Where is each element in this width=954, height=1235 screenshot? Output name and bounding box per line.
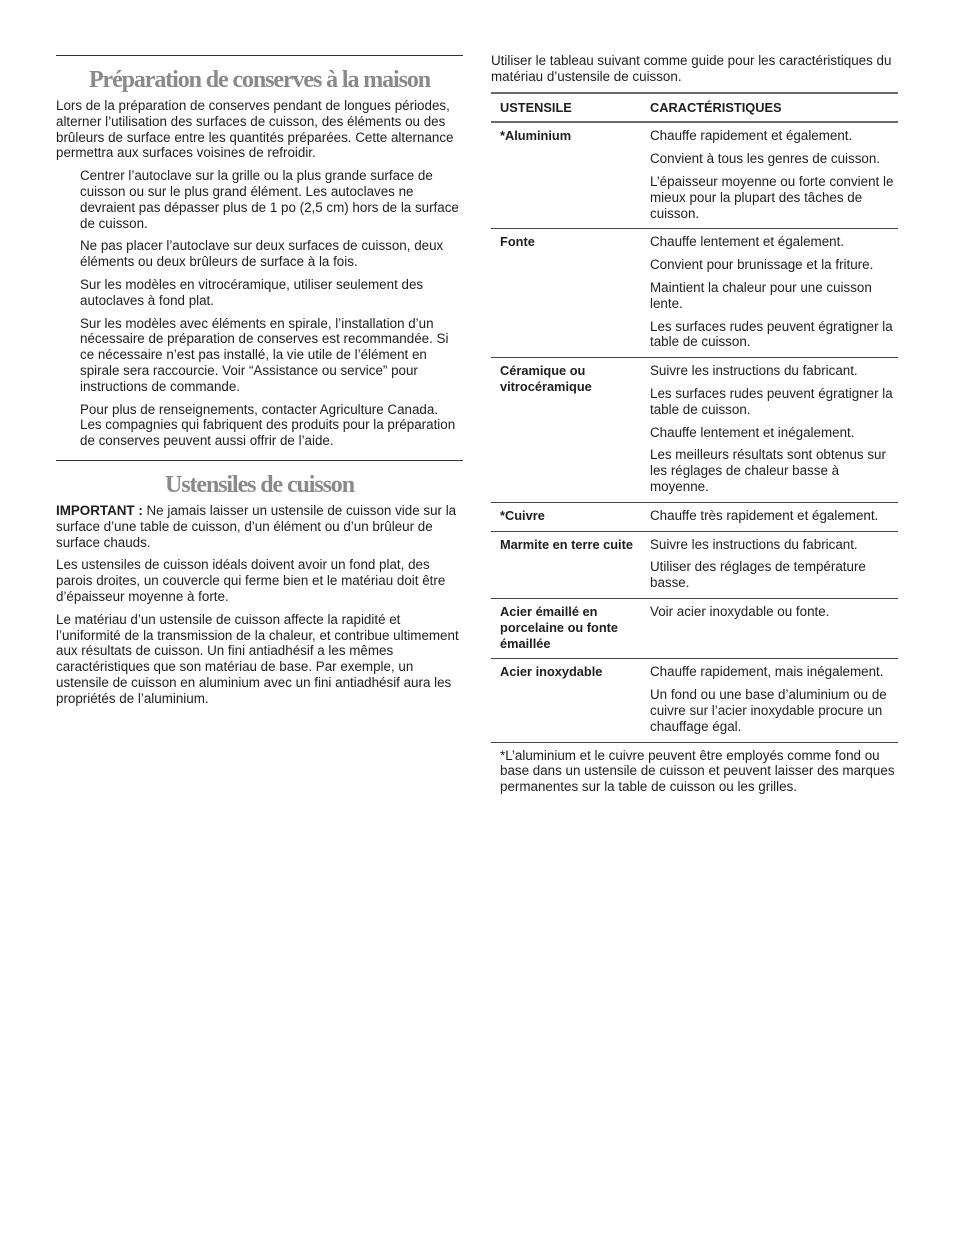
cookware-paragraph: Le matériau d’un ustensile de cuisson affecte la rapidité et l’uniformité de la transmission de la chaleur, et contribue ultimement aux résultats de cuisson. Un fini antiadhésif a les mêmes caractéristiques que son matériau de base. Par exemple, un ustensile de cuisson en aluminium avec un fini antiadhésif aura les propriétés de l’aluminium. [56, 611, 459, 706]
characteristics-cell [650, 122, 898, 228]
canning-intro: Lors de la préparation de conserves pendant de longues périodes, alterner l’utilisation des surfaces de cuisson, des éléments ou des brûleurs de surface entre les quantités préparées. Cette alternance permettra aux surfaces voisines de refroidir. [56, 98, 454, 161]
characteristic-text: Convient pour brunissage et la friture. [650, 257, 874, 273]
table-header-row [491, 93, 898, 123]
canning-item: Pour plus de renseignements, contacter Agriculture Canada. Les compagnies qui fabriquent des produits pour la préparation de conserves peuvent aussi offrir de l’aide. [80, 401, 456, 449]
characteristics-cell [650, 659, 898, 742]
section-divider [56, 460, 463, 461]
material-cell: Fonte [491, 229, 650, 358]
material-cell: *Cuivre [491, 502, 650, 531]
table-intro: Utiliser le tableau suivant comme guide pour les caractéristiques du matériau d’ustensile de cuisson. [491, 53, 892, 84]
table-row [491, 358, 898, 503]
characteristic-text: Chauffe rapidement et également. [650, 128, 853, 144]
characteristic-text: Les meilleurs résultats sont obtenus sur les réglages de chaleur basse à moyenne. [650, 447, 886, 494]
cookware-paragraph: Les ustensiles de cuisson idéals doivent avoir un fond plat, des parois droites, un couvercle qui ferme bien et le matériau doit être d’épaisseur moyenne à forte. [56, 557, 446, 604]
characteristic-text: Chauffe lentement et également. [650, 234, 845, 250]
section-title-canning: Préparation de conserves à la maison [88, 67, 431, 93]
material-cell: *Aluminium [491, 122, 650, 228]
header-material: USTENSILE [491, 93, 650, 123]
left-column [56, 55, 463, 714]
section-title-cookware: Ustensiles de cuisson [165, 471, 354, 498]
important-note [56, 503, 463, 550]
important-label: IMPORTANT : [56, 502, 143, 518]
material-cell: Acier émaillé en porcelaine ou fonte émaillée [491, 598, 650, 658]
section-divider [56, 55, 463, 56]
characteristic-text: Les surfaces rudes peuvent égratigner la table de cuisson. [650, 385, 893, 417]
table-row [491, 502, 898, 531]
characteristics-cell [650, 229, 898, 358]
table-row [491, 598, 898, 658]
characteristic-text: Suivre les instructions du fabricant. [650, 363, 858, 379]
characteristic-text: Chauffe rapidement, mais inégalement. [650, 664, 884, 680]
canning-item: Sur les modèles en vitrocéramique, utiliser seulement des autoclaves à fond plat. [80, 276, 424, 308]
header-characteristics: CARACTÉRISTIQUES [650, 93, 898, 123]
cookware-table [491, 92, 898, 743]
characteristic-text: Maintient la chaleur pour une cuisson lente. [650, 279, 872, 311]
characteristic-text: Convient à tous les genres de cuisson. [650, 151, 881, 167]
table-row [491, 122, 898, 228]
important-text: Ne jamais laisser un ustensile de cuisson vide sur la surface d’une table de cuisson, d’un élément ou d’un brûleur de surface chauds. [56, 502, 457, 550]
table-row [491, 531, 898, 598]
canning-item: Centrer l’autoclave sur la grille ou la plus grande surface de cuisson ou sur le plus grand élément. Les autoclaves ne devraient pas dépasser plus de 1 po (2,5 cm) hors de la surface de cuisson. [80, 168, 459, 231]
characteristic-text: Chauffe lentement et inégalement. [650, 424, 855, 440]
characteristics-cell [650, 531, 898, 598]
characteristic-text: Un fond ou une base d’aluminium ou de cuivre sur l’acier inoxydable procure un chauffage égal. [650, 687, 887, 734]
characteristic-text: Suivre les instructions du fabricant. [650, 536, 858, 552]
characteristics-cell [650, 502, 898, 531]
characteristic-text: Chauffe très rapidement et également. [650, 507, 879, 523]
table-footnote: *L’aluminium et le cuivre peuvent être employés comme fond ou base dans un ustensile de cuisson et peuvent laisser des marques permanentes sur la table de cuisson ou les grilles. [500, 747, 895, 795]
characteristic-text: L’épaisseur moyenne ou forte convient le mieux pour la plupart des tâches de cuisson. [650, 173, 894, 221]
material-cell: Céramique ou vitrocéramique [491, 358, 650, 503]
characteristic-text: Voir acier inoxydable ou fonte. [650, 603, 830, 619]
table-body [491, 122, 898, 742]
canning-item: Ne pas placer l’autoclave sur deux surfaces de cuisson, deux éléments ou deux brûleurs de surface à la fois. [80, 238, 444, 270]
canning-item: Sur les modèles avec éléments en spirale, l’installation d’un nécessaire de préparation de conserves est recommandée. Si ce nécessaire n’est pas installé, la vie utile de l’élément en spirale sera raccourcie. Voir “Assistance ou service” pour instructions de commande. [80, 315, 449, 394]
characteristics-cell [650, 598, 898, 658]
characteristics-cell [650, 358, 898, 503]
material-cell: Acier inoxydable [491, 659, 650, 742]
characteristic-text: Utiliser des réglages de température basse. [650, 559, 866, 591]
material-cell: Marmite en terre cuite [491, 531, 650, 598]
table-row [491, 229, 898, 358]
characteristic-text: Les surfaces rudes peuvent égratigner la table de cuisson. [650, 318, 893, 350]
right-column [491, 53, 898, 795]
table-row [491, 659, 898, 742]
